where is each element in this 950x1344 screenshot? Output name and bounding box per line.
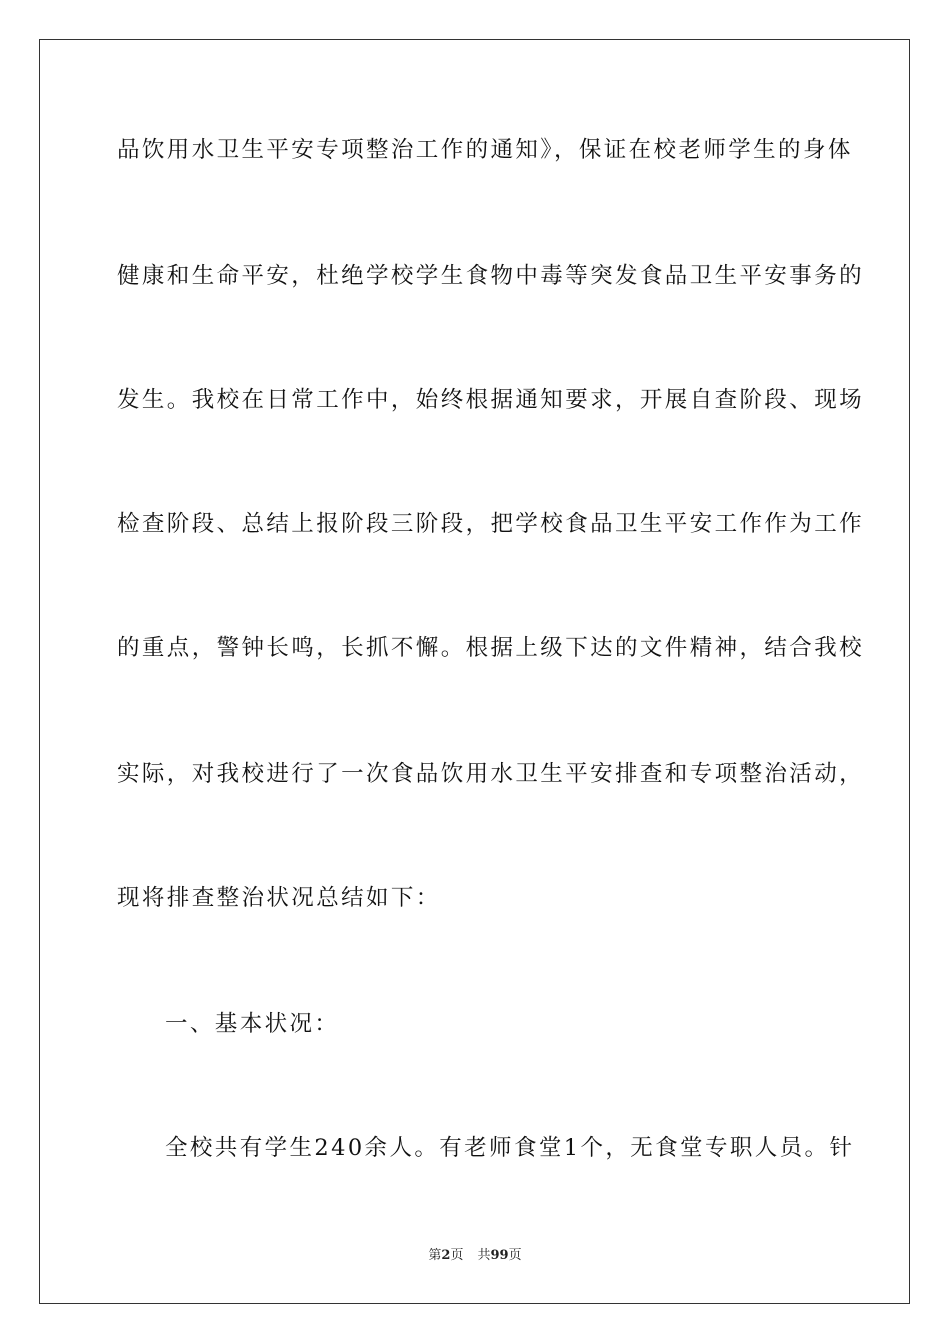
total-suffix: 页	[508, 1248, 522, 1263]
total-pages: 99	[490, 1248, 509, 1263]
page-suffix: 页	[450, 1248, 464, 1263]
page-number: 2	[441, 1248, 451, 1263]
total-prefix: 共	[477, 1248, 491, 1263]
body-text-line: 实际，对我校进行了一次食品饮用水卫生平安排查和专项整治活动，	[117, 761, 865, 787]
body-text-line: 检查阶段、总结上报阶段三阶段，把学校食品卫生平安工作作为工作	[117, 511, 865, 537]
body-text-line: 发生。我校在日常工作中，始终根据通知要求，开展自查阶段、现场	[117, 387, 865, 413]
body-text-line: 全校共有学生240余人。有老师食堂1个，无食堂专职人员。针	[165, 1135, 855, 1161]
body-text-line: 现将排查整治状况总结如下：	[117, 885, 441, 911]
page-footer	[0, 1247, 950, 1265]
body-text-line: 品饮用水卫生平安专项整治工作的通知》，保证在校老师学生的身体	[117, 137, 853, 163]
page-prefix: 第	[428, 1248, 442, 1263]
section-heading: 一、基本状况：	[165, 1011, 340, 1037]
body-text-line: 健康和生命平安，杜绝学校学生食物中毒等突发食品卫生平安事务的	[117, 263, 865, 289]
page-frame	[39, 39, 910, 1304]
body-text-line: 的重点，警钟长鸣，长抓不懈。根据上级下达的文件精神，结合我校	[117, 635, 865, 661]
